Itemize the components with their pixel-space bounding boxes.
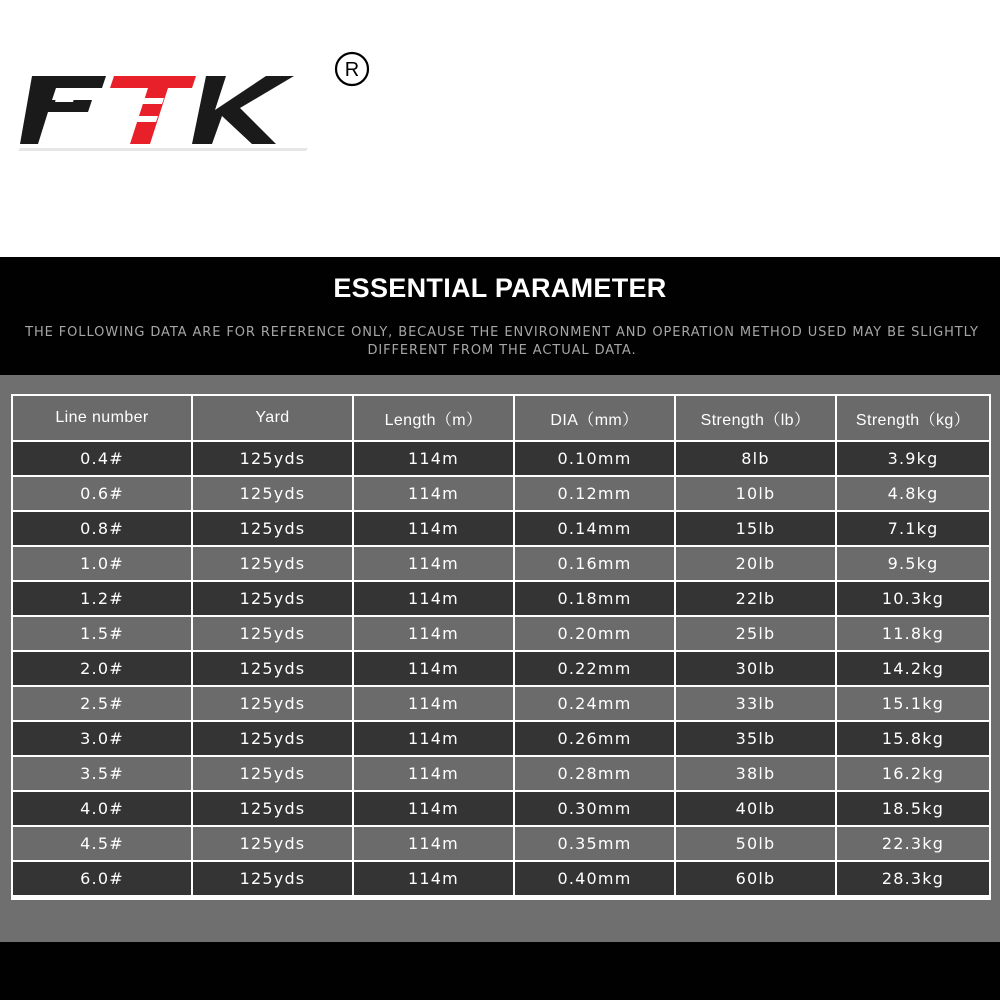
cell-strength-lb: 22lb	[676, 582, 837, 615]
cell-line-number: 1.2#	[13, 582, 193, 615]
table-row	[13, 687, 989, 720]
logo-area	[0, 0, 1000, 257]
cell-yard: 125yds	[193, 827, 354, 860]
section-title: ESSENTIAL PARAMETER	[333, 273, 667, 303]
table-row	[13, 547, 989, 580]
cell-diameter: 0.10mm	[515, 442, 676, 475]
cell-yard: 125yds	[193, 477, 354, 510]
cell-strength-lb: 30lb	[676, 652, 837, 685]
footer-bar	[0, 942, 1000, 1000]
table-row	[13, 617, 989, 650]
table-row	[13, 862, 989, 895]
cell-strength-lb: 25lb	[676, 617, 837, 650]
cell-strength-lb: 40lb	[676, 792, 837, 825]
header-strength-lb: Strength（lb）	[676, 396, 837, 440]
table-header-row	[13, 396, 989, 440]
cell-length: 114m	[354, 477, 515, 510]
cell-yard: 125yds	[193, 862, 354, 895]
cell-line-number: 2.0#	[13, 652, 193, 685]
cell-strength-kg: 10.3kg	[837, 582, 989, 615]
cell-yard: 125yds	[193, 757, 354, 790]
cell-line-number: 3.5#	[13, 757, 193, 790]
cell-line-number: 0.4#	[13, 442, 193, 475]
cell-diameter: 0.40mm	[515, 862, 676, 895]
cell-length: 114m	[354, 547, 515, 580]
cell-line-number: 2.5#	[13, 687, 193, 720]
parameter-table	[11, 394, 991, 900]
header-length: Length（m）	[354, 396, 515, 440]
cell-strength-kg: 22.3kg	[837, 827, 989, 860]
cell-yard: 125yds	[193, 792, 354, 825]
cell-yard: 125yds	[193, 652, 354, 685]
disclaimer-text: THE FOLLOWING DATA ARE FOR REFERENCE ONLY, BECAUSE THE ENVIRONMENT AND OPERATION METHOD USED MAY BE SLIGHTLY DIFFERENT FROM THE ACTUAL DATA.	[25, 325, 979, 358]
cell-diameter: 0.24mm	[515, 687, 676, 720]
cell-length: 114m	[354, 827, 515, 860]
cell-yard: 125yds	[193, 442, 354, 475]
cell-strength-kg: 16.2kg	[837, 757, 989, 790]
header-yard: Yard	[193, 396, 354, 440]
cell-diameter: 0.16mm	[515, 547, 676, 580]
cell-diameter: 0.35mm	[515, 827, 676, 860]
table-row	[13, 757, 989, 790]
cell-strength-lb: 33lb	[676, 687, 837, 720]
cell-strength-kg: 7.1kg	[837, 512, 989, 545]
table-row	[13, 722, 989, 755]
cell-strength-lb: 35lb	[676, 722, 837, 755]
cell-strength-lb: 8lb	[676, 442, 837, 475]
cell-diameter: 0.26mm	[515, 722, 676, 755]
cell-length: 114m	[354, 687, 515, 720]
ftk-logo	[18, 68, 310, 152]
cell-strength-kg: 15.8kg	[837, 722, 989, 755]
table-row	[13, 582, 989, 615]
cell-strength-lb: 60lb	[676, 862, 837, 895]
cell-strength-kg: 14.2kg	[837, 652, 989, 685]
cell-strength-lb: 38lb	[676, 757, 837, 790]
cell-yard: 125yds	[193, 687, 354, 720]
cell-line-number: 0.8#	[13, 512, 193, 545]
cell-length: 114m	[354, 617, 515, 650]
cell-length: 114m	[354, 652, 515, 685]
table-row	[13, 792, 989, 825]
cell-strength-kg: 9.5kg	[837, 547, 989, 580]
registered-trademark-icon	[333, 50, 371, 88]
svg-text:R: R	[344, 59, 360, 81]
cell-length: 114m	[354, 442, 515, 475]
cell-diameter: 0.20mm	[515, 617, 676, 650]
cell-yard: 125yds	[193, 582, 354, 615]
table-row	[13, 477, 989, 510]
cell-strength-lb: 20lb	[676, 547, 837, 580]
cell-strength-kg: 28.3kg	[837, 862, 989, 895]
cell-diameter: 0.18mm	[515, 582, 676, 615]
cell-yard: 125yds	[193, 722, 354, 755]
cell-strength-kg: 3.9kg	[837, 442, 989, 475]
cell-line-number: 1.5#	[13, 617, 193, 650]
cell-length: 114m	[354, 582, 515, 615]
cell-diameter: 0.14mm	[515, 512, 676, 545]
cell-line-number: 4.5#	[13, 827, 193, 860]
cell-diameter: 0.28mm	[515, 757, 676, 790]
table-row	[13, 512, 989, 545]
cell-strength-kg: 4.8kg	[837, 477, 989, 510]
cell-length: 114m	[354, 722, 515, 755]
table-row	[13, 442, 989, 475]
cell-strength-kg: 15.1kg	[837, 687, 989, 720]
header-diameter: DIA（mm）	[515, 396, 676, 440]
cell-length: 114m	[354, 512, 515, 545]
cell-line-number: 6.0#	[13, 862, 193, 895]
cell-yard: 125yds	[193, 617, 354, 650]
cell-strength-kg: 11.8kg	[837, 617, 989, 650]
header-line-number: Line number	[13, 396, 193, 440]
header-strength-kg: Strength（kg）	[837, 396, 989, 440]
table-row	[13, 652, 989, 685]
cell-strength-lb: 15lb	[676, 512, 837, 545]
cell-length: 114m	[354, 862, 515, 895]
cell-strength-lb: 10lb	[676, 477, 837, 510]
cell-diameter: 0.30mm	[515, 792, 676, 825]
cell-length: 114m	[354, 792, 515, 825]
cell-yard: 125yds	[193, 512, 354, 545]
cell-diameter: 0.12mm	[515, 477, 676, 510]
cell-strength-lb: 50lb	[676, 827, 837, 860]
cell-line-number: 1.0#	[13, 547, 193, 580]
cell-yard: 125yds	[193, 547, 354, 580]
cell-length: 114m	[354, 757, 515, 790]
table-row	[13, 827, 989, 860]
cell-line-number: 4.0#	[13, 792, 193, 825]
cell-line-number: 0.6#	[13, 477, 193, 510]
cell-line-number: 3.0#	[13, 722, 193, 755]
cell-diameter: 0.22mm	[515, 652, 676, 685]
cell-strength-kg: 18.5kg	[837, 792, 989, 825]
